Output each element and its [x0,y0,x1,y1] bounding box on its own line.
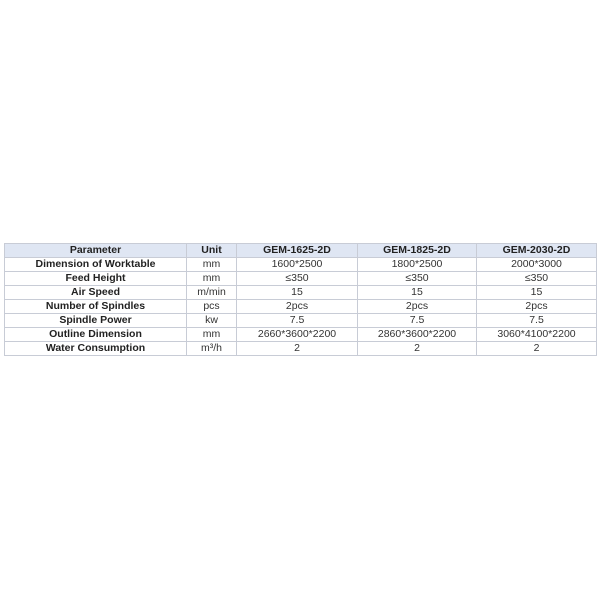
header-model-1: GEM-1625-2D [237,244,358,258]
row-value: 1600*2500 [237,258,358,272]
row-parameter: Dimension of Worktable [5,258,187,272]
row-value: 2pcs [358,300,477,314]
row-parameter: Water Consumption [5,342,187,356]
row-unit: m³/h [187,342,237,356]
row-value: 2000*3000 [477,258,597,272]
header-unit: Unit [187,244,237,258]
row-value: ≤350 [477,272,597,286]
row-parameter: Spindle Power [5,314,187,328]
row-value: 2860*3600*2200 [358,328,477,342]
row-value: 2 [358,342,477,356]
row-value: ≤350 [237,272,358,286]
row-unit: m/min [187,286,237,300]
row-value: 1800*2500 [358,258,477,272]
row-value: 7.5 [477,314,597,328]
row-value: 7.5 [237,314,358,328]
row-parameter: Number of Spindles [5,300,187,314]
row-value: 15 [358,286,477,300]
row-unit: mm [187,272,237,286]
table-row [5,342,597,356]
row-parameter: Outline Dimension [5,328,187,342]
spec-table [4,243,597,356]
row-parameter: Air Speed [5,286,187,300]
header-model-2: GEM-1825-2D [358,244,477,258]
row-value: 2660*3600*2200 [237,328,358,342]
row-unit: mm [187,258,237,272]
row-value: 2 [237,342,358,356]
row-value: 2pcs [237,300,358,314]
row-value: 7.5 [358,314,477,328]
row-parameter: Feed Height [5,272,187,286]
row-unit: kw [187,314,237,328]
table-row [5,314,597,328]
table-row [5,328,597,342]
table-row [5,286,597,300]
row-unit: mm [187,328,237,342]
row-value: 15 [237,286,358,300]
row-value: 15 [477,286,597,300]
table-header-row [5,244,597,258]
row-value: 2 [477,342,597,356]
row-value: ≤350 [358,272,477,286]
table-row [5,258,597,272]
row-unit: pcs [187,300,237,314]
table-row [5,300,597,314]
header-model-3: GEM-2030-2D [477,244,597,258]
row-value: 3060*4100*2200 [477,328,597,342]
header-parameter: Parameter [5,244,187,258]
table-row [5,272,597,286]
row-value: 2pcs [477,300,597,314]
